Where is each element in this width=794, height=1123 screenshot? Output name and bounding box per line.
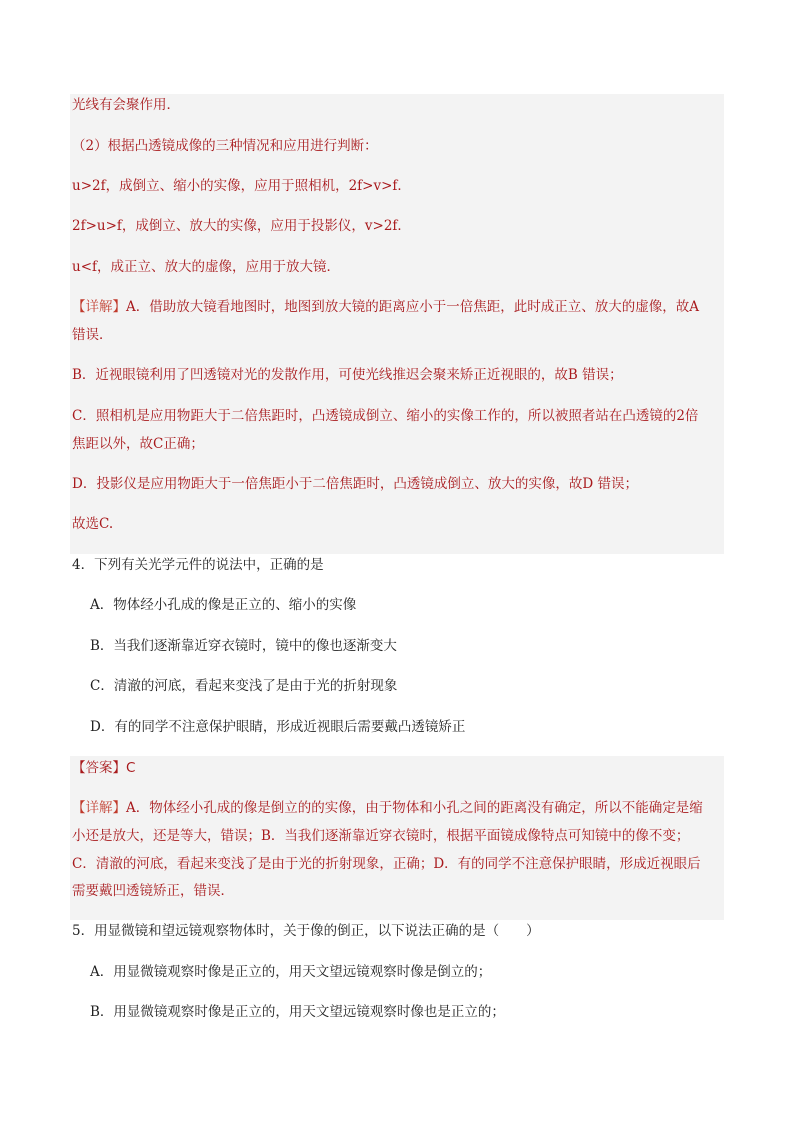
detail-line-q3-6: D．投影仪是应用物距大于一倍焦距小于二倍焦距时，凸透镜成倒立、放大的实像，故D 错误； [72,476,638,492]
detail-line-q3-5: 焦距以外，故C正确； [72,436,204,452]
analysis-line-2: （2）根据凸透镜成像的三种情况和应用进行判断： [72,138,378,154]
analysis-line-4: 2f>u>f，成倒立、放大的实像，应用于投影仪，v>2f． [72,218,411,234]
detail-line-q3-1 [72,298,699,316]
q4-option-a: A．物体经小孔成的像是正立的、缩小的实像 [90,597,357,613]
q4-option-c: C．清澈的河底，看起来变浅了是由于光的折射现象 [90,678,398,694]
analysis-line-3: u>2f，成倒立、缩小的实像，应用于照相机，2f>v>f． [72,178,411,194]
q4-detail-line-3: C．清澈的河底，看起来变浅了是由于光的折射现象，正确；D．有的同学不注意保护眼睛，形成近视眼后 [72,856,701,872]
detail-tag: 【详解】 [72,299,126,315]
q4-answer: 【答案】C [72,760,136,776]
q4-stem: 4．下列有关光学元件的说法中，正确的是 [72,557,324,573]
q5-option-a: A．用显微镜观察时像是正立的，用天文望远镜观察时像是倒立的； [90,964,492,980]
q4-detail-line-2: 小还是放大，还是等大，错误；B．当我们逐渐靠近穿衣镜时，根据平面镜成像特点可知镜中的像不变； [72,828,690,844]
detail-line-q3-2: 错误． [72,327,113,343]
q4-detail-tag: 【详解】 [72,800,126,816]
q4-option-b: B．当我们逐渐靠近穿衣镜时，镜中的像也逐渐变大 [90,638,397,654]
detail-line-q3-7: 故选C. [72,516,114,532]
q4-detail-line-4: 需要戴凹透镜矫正，错误． [72,883,234,899]
q4-option-d: D．有的同学不注意保护眼睛，形成近视眼后需要戴凸透镜矫正 [90,719,466,735]
detail-text: A．借助放大镜看地图时，地图到放大镜的距离应小于一倍焦距，此时成正立、放大的虚像，故A [126,299,699,315]
q5-stem: 5．用显微镜和望远镜观察物体时，关于像的倒正，以下说法正确的是（ ） [72,923,540,939]
q4-detail-text: A．物体经小孔成的像是倒立的的实像，由于物体和小孔之间的距离没有确定，所以不能确定是缩 [126,800,703,816]
detail-line-q3-3: B．近视眼镜利用了凹透镜对光的发散作用，可使光线推迟会聚来矫正近视眼的，故B 错误； [72,367,623,383]
q5-option-b: B．用显微镜观察时像是正立的，用天文望远镜观察时像也是正立的； [90,1004,505,1020]
detail-line-q3-4: C．照相机是应用物距大于二倍焦距时，凸透镜成倒立、缩小的实像工作的，所以被照者站在凸透镜的2倍 [72,408,699,424]
analysis-line-5: u<f，成正立、放大的虚像，应用于放大镜． [72,259,341,275]
q4-detail-line-1 [72,799,703,817]
analysis-line-1: 光线有会聚作用． [72,97,180,113]
